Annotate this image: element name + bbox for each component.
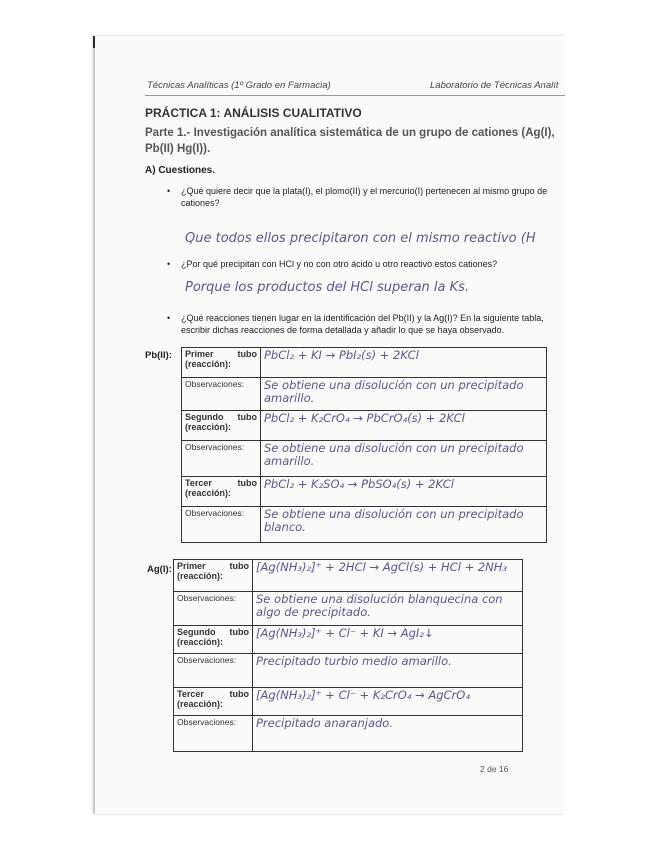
bullet-icon: • [167, 186, 171, 196]
observation-cell: Se obtiene una disolución con un precipitado amarillo. [261, 441, 547, 477]
row-key: Tercer tubo (reacción): [182, 477, 261, 507]
table-row [182, 477, 547, 507]
row-key: Primer tubo (reacción): [174, 560, 253, 592]
table-row [174, 592, 523, 626]
pb-label: Pb(II): [145, 350, 172, 361]
bullet-icon: • [167, 313, 171, 323]
row-key: Segundo tubo (reacción): [182, 411, 261, 441]
header-right: Laboratorio de Técnicas Analít [430, 80, 559, 91]
reaction-cell: PbCl₂ + K₂CrO₄ → PbCrO₄(s) + 2KCl [261, 411, 547, 441]
observation-cell: Se obtiene una disolución blanquecina con algo de precipitado. [253, 592, 523, 626]
obs-label: Observaciones: [182, 378, 261, 411]
obs-label: Observaciones: [182, 507, 261, 543]
part-heading: Parte 1.- Investigación analítica sistemática de un grupo de cationes (Ag(I), Pb(II) Hg(I)). [145, 127, 555, 155]
table-row [174, 654, 523, 688]
answer-1: Que todos ellos precipitaron con el mismo reactivo (H [185, 231, 536, 246]
question-text: ¿Qué reacciones tienen lugar en la identificación del Pb(II) y la Ag(I)? En la siguiente tabla, escribir dichas reacciones de forma detallada y añadir lo que se haya observado. [181, 313, 544, 335]
observation-cell: Precipitado anaranjado. [253, 716, 523, 752]
table-row [174, 716, 523, 752]
observation-cell: Precipitado turbio medio amarillo. [253, 654, 523, 688]
table-row [182, 378, 547, 411]
ag-table [173, 559, 523, 752]
row-key: Tercer tubo (reacción): [174, 688, 253, 716]
table-row [182, 441, 547, 477]
obs-label: Observaciones: [174, 716, 253, 752]
table-row [182, 507, 547, 543]
document-page [95, 36, 565, 814]
observation-cell: Se obtiene una disolución con un precipitado amarillo. [261, 378, 547, 411]
answer-2: Porque los productos del HCl superan la Ks. [185, 280, 470, 295]
page-title: PRÁCTICA 1: ANÁLISIS CUALITATIVO [145, 106, 362, 120]
reaction-cell: [Ag(NH₃)₂]⁺ + Cl⁻ + KI → AgI₂↓ [253, 626, 523, 654]
row-key: Primer tubo (reacción): [182, 348, 261, 378]
table-row [182, 411, 547, 441]
table-row [174, 688, 523, 716]
table-row [174, 626, 523, 654]
section-heading: A) Cuestiones. [145, 165, 216, 176]
row-key: Segundo tubo (reacción): [174, 626, 253, 654]
question-text: ¿Por qué precipitan con HCl y no con otro ácido u otro reactivo estos cationes? [181, 259, 498, 269]
bullet-icon: • [167, 259, 171, 269]
question-text: ¿Qué quiere decir que la plata(I), el plomo(II) y el mercurio(I) pertenecen al mismo grupo de cationes? [181, 186, 548, 208]
header-rule [145, 95, 565, 96]
obs-label: Observaciones: [182, 441, 261, 477]
obs-label: Observaciones: [174, 654, 253, 688]
observation-cell: Se obtiene una disolución con un precipitado blanco. [261, 507, 547, 543]
reaction-cell: [Ag(NH₃)₂]⁺ + Cl⁻ + K₂CrO₄ → AgCrO₄ [253, 688, 523, 716]
ag-label: Ag(I): [147, 564, 172, 575]
reaction-cell: PbCl₂ + K₂SO₄ → PbSO₄(s) + 2KCl [261, 477, 547, 507]
obs-label: Observaciones: [174, 592, 253, 626]
reaction-cell: PbCl₂ + KI → PbI₂(s) + 2KCl [261, 348, 547, 378]
page-number: 2 de 16 [480, 764, 509, 774]
table-row [174, 560, 523, 592]
reaction-cell: [Ag(NH₃)₂]⁺ + 2HCl → AgCl(s) + HCl + 2NH₃ [253, 560, 523, 592]
header-left: Técnicas Analíticas (1º Grado en Farmacia) [147, 80, 331, 91]
pb-table [181, 347, 547, 543]
table-row [182, 348, 547, 378]
